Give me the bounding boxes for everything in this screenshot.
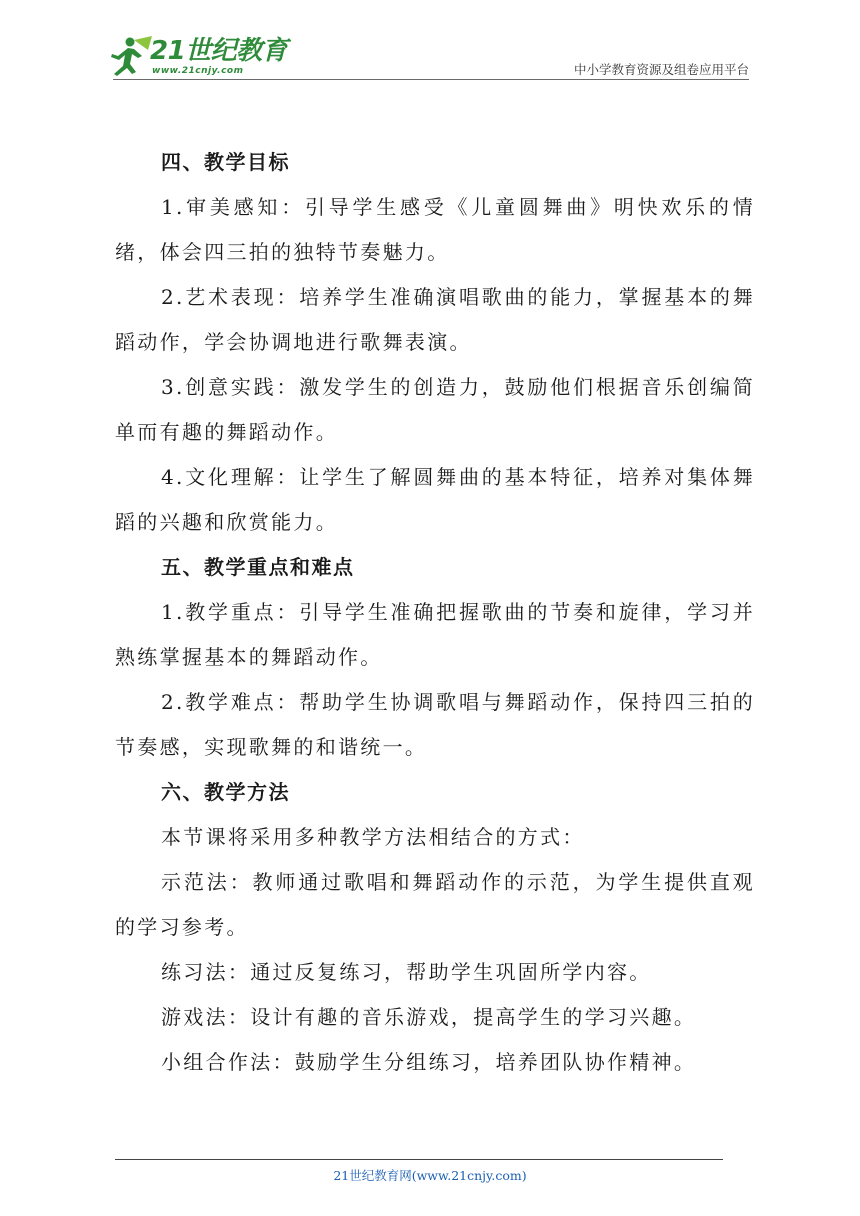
paragraph: 示范法：教师通过歌唱和舞蹈动作的示范，为学生提供直观的学习参考。	[115, 870, 755, 939]
paragraph: 本节课将采用多种教学方法相结合的方式：	[161, 825, 585, 849]
page-header	[0, 0, 860, 90]
paragraph: 游戏法：设计有趣的音乐游戏，提高学生的学习兴趣。	[161, 1005, 697, 1029]
document-body	[115, 140, 755, 1085]
paragraph: 2.教学难点：帮助学生协调歌唱与舞蹈动作，保持四三拍的节奏感，实现歌舞的和谐统一。	[115, 690, 755, 759]
platform-name: 中小学教育资源及组卷应用平台	[573, 62, 749, 77]
section-heading: 六、教学方法	[161, 780, 290, 804]
running-figure-icon	[108, 34, 154, 78]
site-logo[interactable]	[108, 34, 298, 82]
paragraph: 2.艺术表现：培养学生准确演唱歌曲的能力，掌握基本的舞蹈动作，学会协调地进行歌舞表演。	[115, 285, 755, 354]
logo-title: 21世纪教育	[150, 36, 288, 66]
section-heading: 五、教学重点和难点	[161, 555, 355, 579]
paragraph: 小组合作法：鼓励学生分组练习，培养团队协作精神。	[161, 1050, 697, 1074]
paragraph: 4.文化理解：让学生了解圆舞曲的基本特征，培养对集体舞蹈的兴趣和欣赏能力。	[115, 465, 755, 534]
paragraph: 练习法：通过反复练习，帮助学生巩固所学内容。	[161, 960, 652, 984]
footer-divider	[115, 1159, 723, 1160]
paragraph: 1.教学重点：引导学生准确把握歌曲的节奏和旋律，学习并熟练掌握基本的舞蹈动作。	[115, 600, 755, 669]
paragraph: 3.创意实践：激发学生的创造力，鼓励他们根据音乐创编简单而有趣的舞蹈动作。	[115, 375, 755, 444]
footer-link[interactable]: 21世纪教育网(www.21cnjy.com)	[333, 1168, 527, 1183]
section-heading: 四、教学目标	[161, 150, 290, 174]
header-divider	[113, 79, 749, 80]
paragraph: 1.审美感知：引导学生感受《儿童圆舞曲》明快欢乐的情绪，体会四三拍的独特节奏魅力。	[115, 195, 755, 264]
logo-url: www.21cnjy.com	[152, 66, 244, 76]
